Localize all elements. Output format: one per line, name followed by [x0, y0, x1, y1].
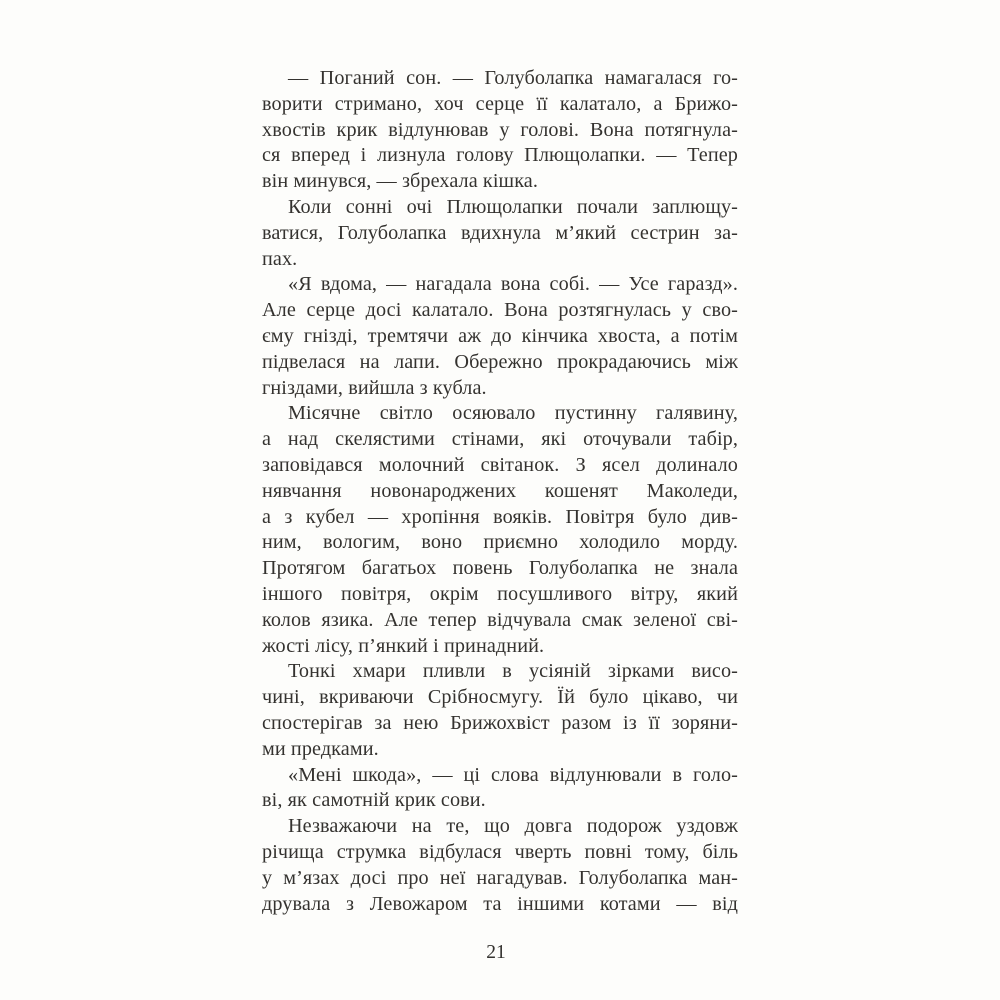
text-line: у м’язах досі про неї нагадував. Голуболапка ман-: [262, 866, 738, 889]
paragraph: [262, 66, 738, 195]
paragraph: [262, 763, 738, 815]
text-line: Але серце досі калатало. Вона розтягнулась у сво-: [262, 299, 738, 322]
paragraph: [262, 659, 738, 762]
text-line: — Поганий сон. — Голуболапка намагалася го-: [288, 67, 738, 89]
text-line: друвала з Левожаром та іншими котами — від: [262, 892, 738, 915]
text-line: річища струмка відбулася чверть повні тому, біль: [262, 840, 738, 863]
text-line: ворити стримано, хоч серце її калатало, а Брижо-: [262, 92, 738, 115]
text-line: ся вперед і лизнула голову Плющолапки. — Тепер: [262, 144, 738, 167]
page-text: [262, 66, 738, 917]
text-line: підвелася на лапи. Обережно прокрадаючись між: [262, 350, 738, 373]
text-line: спостерігав за нею Брижохвіст разом із її зоряни-: [262, 711, 738, 734]
text-line: гніздами, вийшла з кубла.: [262, 376, 487, 399]
text-line: Коли сонні очі Плющолапки почали заплющу-: [288, 195, 738, 218]
text-line: а з кубел — хропіння вояків. Повітря було див-: [262, 505, 738, 528]
text-line: пах.: [262, 247, 298, 270]
page-number: 21: [486, 942, 506, 963]
text-line: Незважаючи на те, що довга подорож уздовж: [288, 815, 738, 838]
text-line: іншого повітря, окрім посушливого вітру, який: [262, 582, 738, 605]
text-line: ватися, Голуболапка вдихнула м’який сестрин за-: [262, 221, 738, 244]
text-line: а над скелястими стінами, які оточували табір,: [262, 428, 738, 451]
text-line: Тонкі хмари пливли в усіяній зірками висо-: [288, 660, 738, 683]
text-line: ми предками.: [262, 737, 379, 760]
text-line: він минувся, — збрехала кішка.: [262, 170, 539, 193]
text-line: чині, вкриваючи Срібносмугу. Їй було цікаво, чи: [262, 686, 738, 709]
text-line: Протягом багатьох повень Голуболапка не знала: [262, 557, 738, 580]
text-line: «Я вдома, — нагадала вона собі. — Усе гаразд».: [288, 273, 738, 296]
text-line: «Мені шкода», — ці слова відлунювали в голо-: [288, 763, 738, 786]
paragraph: [262, 814, 738, 917]
paragraph: [262, 195, 738, 272]
text-line: ві, як самотній крик сови.: [262, 789, 486, 812]
text-line: ним, вологим, воно приємно холодило морду.: [262, 531, 738, 554]
text-line: колов язика. Але тепер відчувала смак зеленої сві-: [262, 608, 738, 631]
text-line: єму гнізді, тремтячи аж до кінчика хвоста, а потім: [262, 324, 738, 347]
text-line: Місячне світло осяювало пустинну галявину,: [288, 402, 738, 425]
text-line: жості лісу, п’янкий і принадний.: [262, 634, 545, 657]
paragraph: [262, 401, 738, 659]
paragraph: [262, 272, 738, 401]
text-line: хвостів крик відлунював у голові. Вона потягнула-: [262, 118, 738, 141]
text-line: нявчання новонароджених кошенят Маколеди,: [262, 479, 738, 502]
text-line: заповідався молочний світанок. З ясел долинало: [262, 453, 738, 476]
